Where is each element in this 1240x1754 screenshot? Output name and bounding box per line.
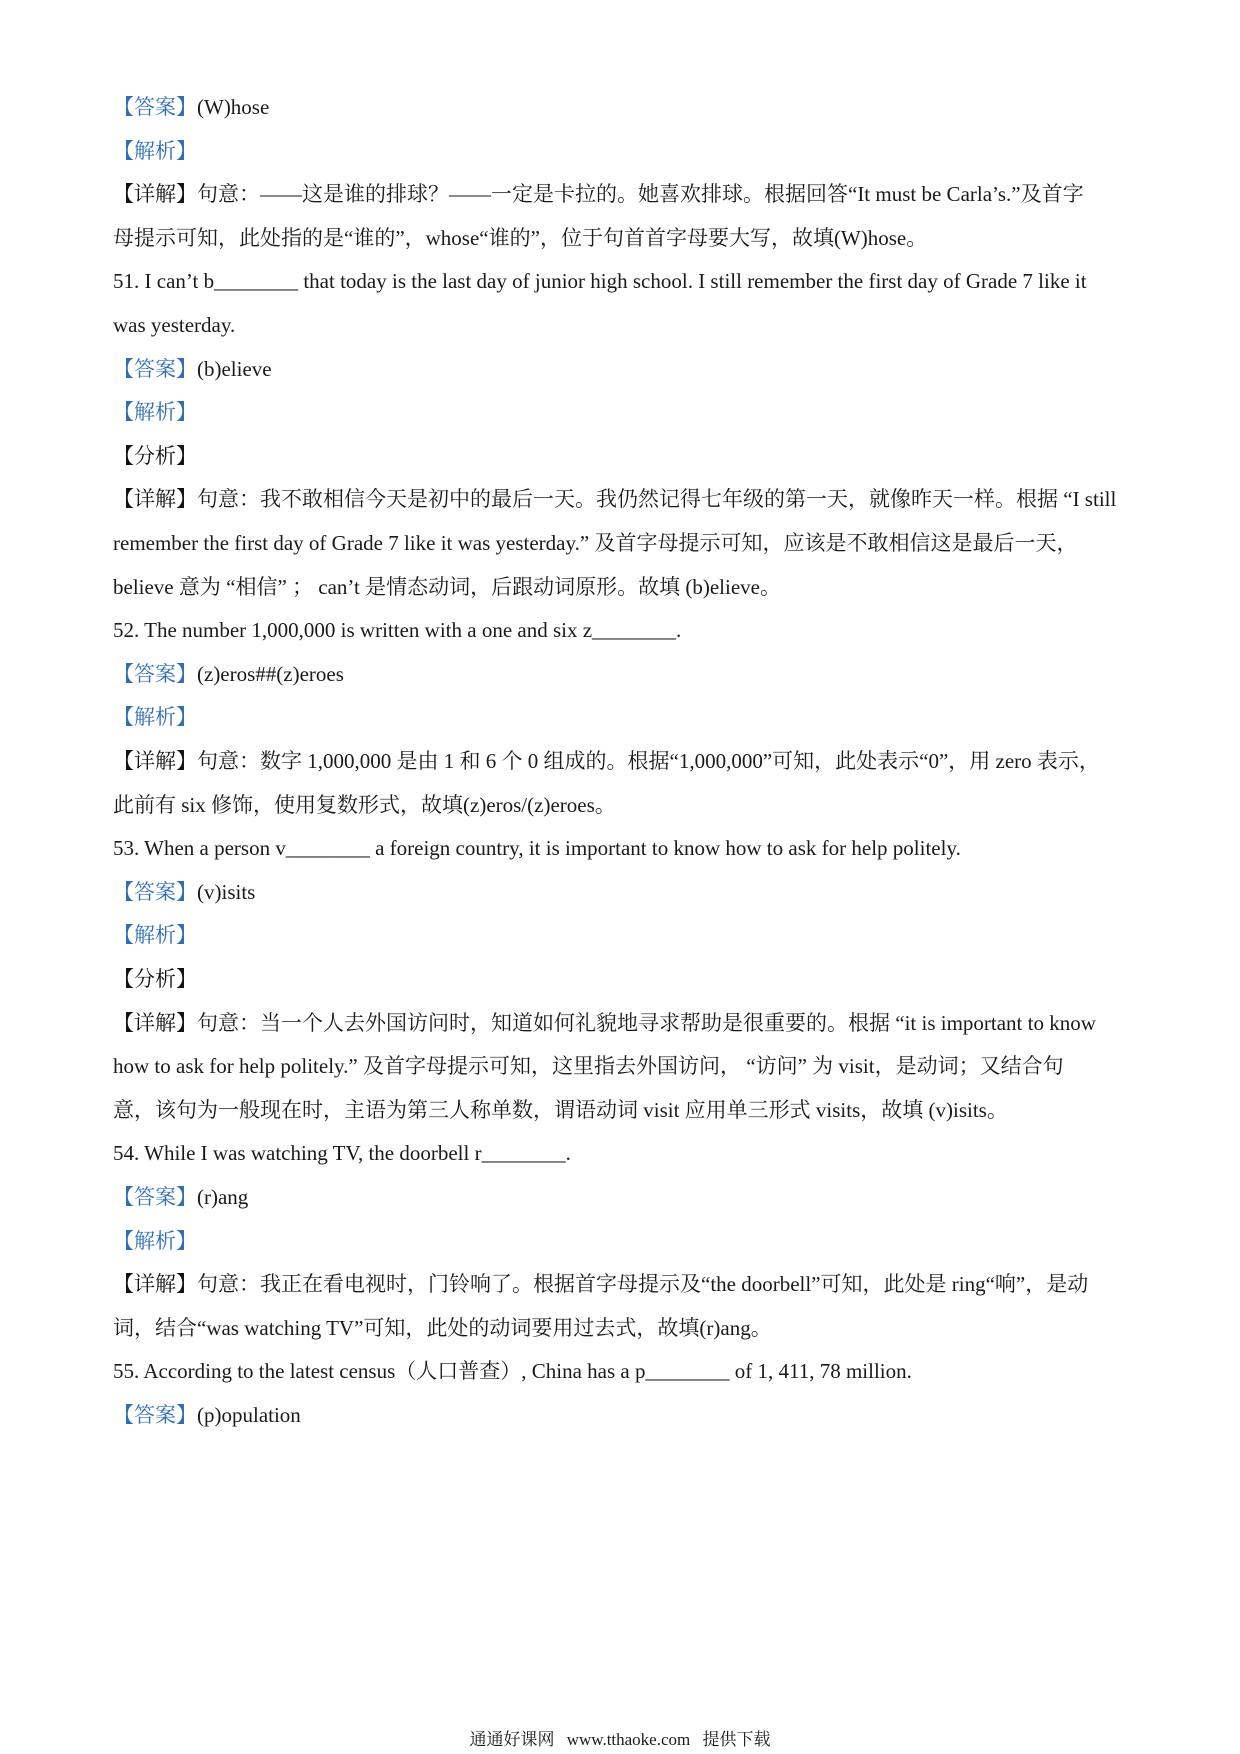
section-label: 【详解】 xyxy=(113,749,197,773)
text-line xyxy=(113,528,1133,558)
section-label: 【分析】 xyxy=(113,444,197,468)
text-line xyxy=(113,354,1133,384)
line-text: 此前有 six 修饰，使用复数形式，故填(z)eros/(z)eroes。 xyxy=(113,793,616,817)
text-line xyxy=(113,223,1133,253)
text-line xyxy=(113,1008,1133,1038)
section-label: 【分析】 xyxy=(113,967,197,991)
line-text: (r)ang xyxy=(197,1185,249,1209)
line-text: 句意：数字 1,000,000 是由 1 和 6 个 0 组成的。根据“1,000,000”可知，此处表示“0”，用 zero 表示， xyxy=(197,749,1100,773)
line-text: 母提示可知，此处指的是“谁的”，whose“谁的”，位于句首首字母要大写，故填(W)hose。 xyxy=(113,226,928,250)
line-text: 句意：我正在看电视时，门铃响了。根据首字母提示及“the doorbell”可知，此处是 ring“响”，是动 xyxy=(197,1272,1089,1296)
text-line xyxy=(113,136,1133,166)
text-line xyxy=(113,1182,1133,1212)
line-text: (z)eros##(z)eroes xyxy=(197,662,344,686)
text-line xyxy=(113,833,1133,863)
text-line xyxy=(113,92,1133,122)
line-text: how to ask for help politely.” 及首字母提示可知，这里指去外国访问， “访问” 为 visit，是动词；又结合句 xyxy=(113,1054,1064,1078)
section-label: 【答案】 xyxy=(113,880,197,904)
text-line xyxy=(113,1356,1133,1386)
text-line xyxy=(113,877,1133,907)
section-label: 【解析】 xyxy=(113,705,197,729)
text-line xyxy=(113,441,1133,471)
section-label: 【答案】 xyxy=(113,1185,197,1209)
line-text: 52. The number 1,000,000 is written with a one and six z________. xyxy=(113,618,682,642)
section-label: 【答案】 xyxy=(113,357,197,381)
text-line xyxy=(113,1269,1133,1299)
footer-url[interactable]: www.tthaoke.com xyxy=(566,1730,691,1749)
text-line xyxy=(113,1138,1133,1168)
line-text: 53. When a person v________ a foreign country, it is important to know how to ask for help politely. xyxy=(113,836,961,860)
line-text: (v)isits xyxy=(197,880,256,904)
line-text: 55. According to the latest census（人口普查）, China has a p________ of 1, 411, 78 million. xyxy=(113,1359,912,1383)
line-text: 句意：当一个人去外国访问时，知道如何礼貌地寻求帮助是很重要的。根据 “it is important to know xyxy=(197,1011,1096,1035)
line-text: 意，该句为一般现在时，主语为第三人称单数，谓语动词 visit 应用单三形式 visits，故填 (v)isits。 xyxy=(113,1098,1008,1122)
section-label: 【答案】 xyxy=(113,662,197,686)
text-line xyxy=(113,790,1133,820)
text-line xyxy=(113,310,1133,340)
line-text: (p)opulation xyxy=(197,1403,301,1427)
text-line xyxy=(113,484,1133,514)
text-line xyxy=(113,266,1133,296)
footer-suffix: 提供下载 xyxy=(702,1730,771,1749)
text-line xyxy=(113,572,1133,602)
line-text: 51. I can’t b________ that today is the last day of junior high school. I still remember the first day of Grade 7 like it xyxy=(113,269,1087,293)
text-line xyxy=(113,659,1133,689)
text-line xyxy=(113,1400,1133,1430)
section-label: 【解析】 xyxy=(113,139,197,163)
text-line xyxy=(113,746,1133,776)
section-label: 【详解】 xyxy=(113,182,197,206)
section-label: 【详解】 xyxy=(113,487,197,511)
section-label: 【答案】 xyxy=(113,1403,197,1427)
text-line xyxy=(113,1313,1133,1343)
line-text: (b)elieve xyxy=(197,357,272,381)
section-label: 【解析】 xyxy=(113,923,197,947)
line-text: was yesterday. xyxy=(113,313,236,337)
text-line xyxy=(113,397,1133,427)
text-line xyxy=(113,1051,1133,1081)
section-label: 【解析】 xyxy=(113,1229,197,1253)
line-text: 句意：我不敢相信今天是初中的最后一天。我仍然记得七年级的第一天，就像昨天一样。根据 “I still xyxy=(197,487,1117,511)
text-line xyxy=(113,920,1133,950)
text-line xyxy=(113,702,1133,732)
page-footer xyxy=(0,1730,1240,1750)
text-line xyxy=(113,964,1133,994)
section-label: 【详解】 xyxy=(113,1272,197,1296)
line-text: believe 意为 “相信” ； can’t 是情态动词，后跟动词原形。故填 (b)elieve。 xyxy=(113,575,781,599)
section-label: 【详解】 xyxy=(113,1011,197,1035)
section-label: 【解析】 xyxy=(113,400,197,424)
footer-site-name: 通通好课网 xyxy=(469,1730,555,1749)
line-text: remember the first day of Grade 7 like it was yesterday.” 及首字母提示可知，应该是不敢相信这是最后一天， xyxy=(113,531,1078,555)
line-text: 54. While I was watching TV, the doorbell r________. xyxy=(113,1141,571,1165)
section-label: 【答案】 xyxy=(113,95,197,119)
text-line xyxy=(113,615,1133,645)
text-line xyxy=(113,179,1133,209)
text-line xyxy=(113,1095,1133,1125)
line-text: 句意：——这是谁的排球？——一定是卡拉的。她喜欢排球。根据回答“It must be Carla’s.”及首字 xyxy=(197,182,1084,206)
line-text: (W)hose xyxy=(197,95,270,119)
text-line xyxy=(113,1226,1133,1256)
line-text: 词，结合“was watching TV”可知，此处的动词要用过去式，故填(r)ang。 xyxy=(113,1316,772,1340)
